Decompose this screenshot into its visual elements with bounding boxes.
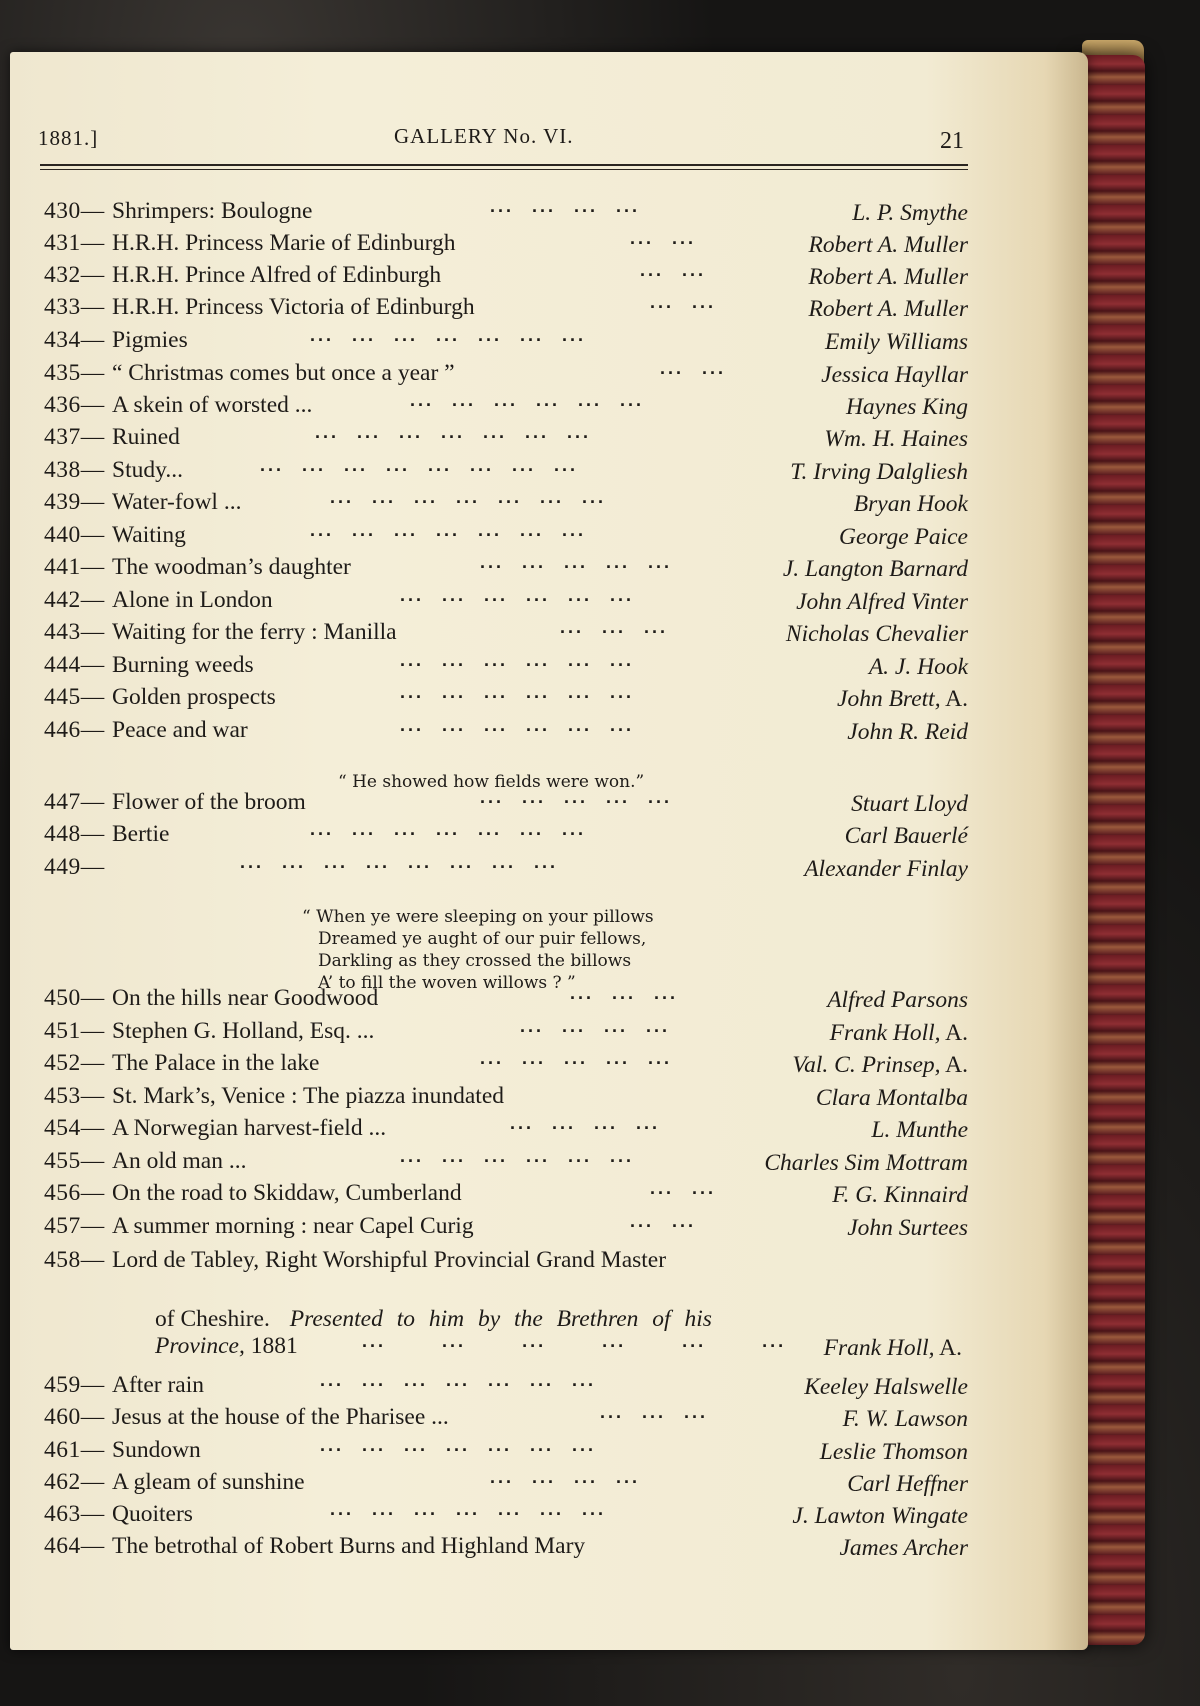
catalogue-entry-436 xyxy=(40,390,970,422)
entry-number: 462— xyxy=(44,1469,105,1495)
quote-entry-449 xyxy=(302,906,654,994)
leader-dots: ... ... ... ... ... ... xyxy=(400,682,635,702)
entry-number: 431— xyxy=(44,230,105,256)
entry-artist: Nicholas Chevalier xyxy=(785,621,968,647)
entry-artist: L. P. Smythe xyxy=(852,200,968,226)
entry-title: Study... xyxy=(112,457,183,483)
entry-artist: J. Langton Barnard xyxy=(782,556,968,582)
entry-number: 444— xyxy=(44,652,105,678)
catalogue-entry-439 xyxy=(40,487,970,519)
catalogue-entry-461 xyxy=(40,1435,970,1467)
entry-number: 435— xyxy=(44,360,105,386)
leader-dots: ... ... ... ... ... xyxy=(480,787,673,807)
entry-title: Lord de Tabley, Right Worshipful Provincial Grand Master xyxy=(112,1247,667,1273)
leader-dots: ... ... ... ... ... ... ... ... xyxy=(260,455,579,475)
leader-dots: ... ... ... ... ... ... xyxy=(400,1146,635,1166)
entry-title: Alone in London xyxy=(112,587,273,613)
leader-dots: ... ... ... ... ... ... xyxy=(400,715,635,735)
leader-dots: ... ... ... ... ... xyxy=(480,1048,673,1068)
catalogue-entry-442 xyxy=(40,585,970,617)
entry-number: 464— xyxy=(44,1533,105,1559)
entry-title: The Palace in the lake xyxy=(112,1050,320,1076)
quote-449-line: A’ to fill the woven willows ? ” xyxy=(318,973,576,993)
leader-dots: ... ... xyxy=(630,228,697,248)
entry-number: 460— xyxy=(44,1404,105,1430)
leader-dots: ... ... ... ... ... ... ... xyxy=(320,1370,597,1390)
entry-458-line3-italic: Province, xyxy=(155,1333,245,1359)
catalogue-entry-460 xyxy=(40,1402,970,1434)
entry-number: 448— xyxy=(44,821,105,847)
entry-artist: John R. Reid xyxy=(847,719,968,745)
catalogue-entry-433 xyxy=(40,292,970,324)
header-year: 1881.] xyxy=(38,126,99,150)
entry-title: Waiting xyxy=(112,522,186,548)
entry-artist: George Paice xyxy=(839,524,968,550)
leader-dots: ... ... ... ... ... ... ... xyxy=(330,487,607,507)
page-number: 21 xyxy=(940,128,964,154)
entry-artist: Haynes King xyxy=(845,394,968,420)
entry-number: 436— xyxy=(44,392,105,418)
entry-title: Shrimpers: Boulogne xyxy=(112,198,313,224)
entry-title: Burning weeds xyxy=(112,652,254,678)
entry-title: The woodman’s daughter xyxy=(112,554,351,580)
entry-number: 455— xyxy=(44,1148,105,1174)
entry-artist: Alfred Parsons xyxy=(827,987,968,1013)
entry-number: 439— xyxy=(44,489,105,515)
catalogue-entry-449 xyxy=(40,852,970,884)
entry-number: 458— xyxy=(44,1247,105,1273)
entry-number: 441— xyxy=(44,554,105,580)
entry-458-line2-plain: of Cheshire. xyxy=(155,1306,270,1332)
catalogue-entry-453 xyxy=(40,1081,970,1113)
entry-title: Bertie xyxy=(112,821,170,847)
entry-title: H.R.H. Prince Alfred of Edinburgh xyxy=(112,262,442,288)
entry-number: 438— xyxy=(44,457,105,483)
entry-458-artist: Frank Holl, A. xyxy=(823,1335,962,1361)
entry-artist: Keeley Halswelle xyxy=(804,1374,968,1400)
catalogue-entry-464 xyxy=(40,1531,970,1563)
leader-dots: ... ... ... ... xyxy=(490,196,641,216)
entry-title: A Norwegian harvest-field ... xyxy=(112,1115,387,1141)
catalogue-entry-445 xyxy=(40,682,970,714)
entry-number: 453— xyxy=(44,1083,105,1109)
entry-artist: Clara Montalba xyxy=(815,1085,968,1111)
entry-number: 433— xyxy=(44,294,105,320)
leader-dots: ... ... ... ... ... ... ... xyxy=(310,819,587,839)
entry-artist: T. Irving Dalgliesh xyxy=(790,459,968,485)
entry-artist: Robert A. Muller xyxy=(808,232,968,258)
entry-title: Water-fowl ... xyxy=(112,489,242,515)
header-rule-thick xyxy=(40,164,968,166)
entry-number: 451— xyxy=(44,1018,105,1044)
entry-artist: A. J. Hook xyxy=(868,654,968,680)
entry-title: A summer morning : near Capel Curig xyxy=(112,1213,474,1239)
entry-title: Pigmies xyxy=(112,327,188,353)
leader-dots: ... ... ... ... ... ... ... ... xyxy=(240,852,559,872)
quote-449-line: Dreamed ye aught of our puir fellows, xyxy=(318,929,647,949)
catalogue-entry-446 xyxy=(40,715,970,747)
catalogue-entry-432 xyxy=(40,260,970,292)
leader-dots: ... ... ... ... ... xyxy=(480,552,673,572)
leader-dots: ... ... xyxy=(660,358,727,378)
entry-number: 440— xyxy=(44,522,105,548)
entry-artist: John Surtees xyxy=(847,1215,968,1241)
entry-number: 447— xyxy=(44,789,105,815)
catalogue-entry-459 xyxy=(40,1370,970,1402)
leader-dots: ... ... ... ... ... ... ... xyxy=(315,422,592,442)
entry-number: 456— xyxy=(44,1180,105,1206)
catalogue-entry-443 xyxy=(40,617,970,649)
entry-number: 443— xyxy=(44,619,105,645)
catalogue-entry-462 xyxy=(40,1467,970,1499)
entry-number: 432— xyxy=(44,262,105,288)
entry-title: Ruined xyxy=(112,424,180,450)
leader-dots: ... ... ... ... ... ... ... xyxy=(310,520,587,540)
entry-number: 430— xyxy=(44,198,105,224)
entry-title: A skein of worsted ... xyxy=(112,392,313,418)
entry-title: Golden prospects xyxy=(112,684,276,710)
leader-dots: ... ... ... xyxy=(600,1402,709,1422)
leader-dots: ... ... xyxy=(650,292,717,312)
leader-dots: ... ... ... ... ... ... xyxy=(410,390,645,410)
entry-458-line2-italic: Presented to him by the Brethren of his xyxy=(289,1306,712,1332)
leader-dots: ... ... ... ... ... ... xyxy=(400,585,635,605)
quote-449-line: “ When ye were sleeping on your pillows xyxy=(302,907,654,927)
entry-artist: Alexander Finlay xyxy=(804,856,968,882)
entry-number: 437— xyxy=(44,424,105,450)
catalogue-entry-452 xyxy=(40,1048,970,1080)
entry-number: 434— xyxy=(44,327,105,353)
entry-artist: Carl Bauerlé xyxy=(844,823,968,849)
entry-title: The betrothal of Robert Burns and Highland Mary xyxy=(112,1533,586,1559)
entry-artist: F. W. Lawson xyxy=(842,1406,968,1432)
entry-title: Quoiters xyxy=(112,1501,193,1527)
catalogue-entry-463 xyxy=(40,1499,970,1531)
entry-number: 457— xyxy=(44,1213,105,1239)
leader-dots: ... ... ... xyxy=(560,617,669,637)
entry-title: Stephen G. Holland, Esq. ... xyxy=(112,1018,375,1044)
leader-dots: ... ... ... ... ... ... ... xyxy=(320,1435,597,1455)
catalogue-entry-457 xyxy=(40,1211,970,1243)
entry-artist: Emily Williams xyxy=(825,329,968,355)
entry-title: On the road to Skiddaw, Cumberland xyxy=(112,1180,462,1206)
running-header xyxy=(38,118,968,152)
entry-title: Jesus at the house of the Pharisee ... xyxy=(112,1404,449,1430)
entry-title: Peace and war xyxy=(112,717,248,743)
entry-artist: F. G. Kinnaird xyxy=(832,1182,968,1208)
entry-artist: Jessica Hayllar xyxy=(821,362,968,388)
entry-title: H.R.H. Princess Victoria of Edinburgh xyxy=(112,294,475,320)
leader-dots: ... ... ... ... xyxy=(510,1113,661,1133)
catalogue-entry-456 xyxy=(40,1178,970,1210)
catalogue-entry-448 xyxy=(40,819,970,851)
entry-title: On the hills near Goodwood xyxy=(112,985,379,1011)
entry-number: 452— xyxy=(44,1050,105,1076)
entry-title: “ Christmas comes but once a year ” xyxy=(112,360,455,386)
leader-dots: ... ... ... ... xyxy=(520,1016,671,1036)
quote-entry-446 xyxy=(338,771,644,793)
header-rule-thin xyxy=(40,169,968,170)
leader-dots: ... ... ... xyxy=(570,983,679,1003)
quote-446-text: “ He showed how fields were won.” xyxy=(338,772,645,792)
entry-artist: Leslie Thomson xyxy=(819,1439,968,1465)
entry-number: 449— xyxy=(44,854,105,880)
leader-dots: ... ... xyxy=(630,1211,697,1231)
catalogue-entry-440 xyxy=(40,520,970,552)
entry-458-line3-plain: 1881 xyxy=(250,1333,298,1359)
catalogue-entry-435 xyxy=(40,358,970,390)
leader-dots: ... ... ... ... xyxy=(490,1467,641,1487)
entry-title: Sundown xyxy=(112,1437,201,1463)
catalogue-entry-437 xyxy=(40,422,970,454)
leader-dots: ... ... xyxy=(640,260,707,280)
entry-artist: John Brett, A. xyxy=(837,686,968,712)
entry-number: 459— xyxy=(44,1372,105,1398)
entry-title: An old man ... xyxy=(112,1148,247,1174)
entry-number: 450— xyxy=(44,985,105,1011)
entry-artist: Bryan Hook xyxy=(853,491,968,517)
header-gallery-title: GALLERY No. VI. xyxy=(394,124,574,148)
catalogue-entry-434 xyxy=(40,325,970,357)
entry-artist: Charles Sim Mottram xyxy=(764,1150,968,1176)
entry-title: H.R.H. Princess Marie of Edinburgh xyxy=(112,230,456,256)
entry-artist: John Alfred Vinter xyxy=(796,589,968,615)
entry-title: Flower of the broom xyxy=(112,789,306,815)
entry-artist: Robert A. Muller xyxy=(808,264,968,290)
entry-artist: Stuart Lloyd xyxy=(851,791,968,817)
entry-number: 446— xyxy=(44,717,105,743)
catalogue-entry-451 xyxy=(40,1016,970,1048)
catalogue-entry-430 xyxy=(40,196,970,228)
leader-dots: ... ... xyxy=(650,1178,717,1198)
catalogue-entry-458 xyxy=(40,1245,970,1277)
entry-artist: J. Lawton Wingate xyxy=(792,1503,968,1529)
leader-dots: ... ... ... ... ... ... ... xyxy=(330,1499,607,1519)
entry-artist: Carl Heffner xyxy=(847,1471,968,1497)
catalogue-entry-441 xyxy=(40,552,970,584)
entry-number: 461— xyxy=(44,1437,105,1463)
entry-artist: Robert A. Muller xyxy=(808,296,968,322)
catalogue-entry-455 xyxy=(40,1146,970,1178)
quote-449-line: Darkling as they crossed the billows xyxy=(318,951,632,971)
entry-title: Waiting for the ferry : Manilla xyxy=(112,619,397,645)
entry-number: 442— xyxy=(44,587,105,613)
entry-title: St. Mark’s, Venice : The piazza inundated xyxy=(112,1083,504,1109)
entry-artist: L. Munthe xyxy=(871,1117,968,1143)
entry-artist: Frank Holl, A. xyxy=(829,1020,968,1046)
entry-title: After rain xyxy=(112,1372,204,1398)
catalogue-entry-431 xyxy=(40,228,970,260)
entry-artist: Wm. H. Haines xyxy=(824,426,968,452)
catalogue-entry-454 xyxy=(40,1113,970,1145)
leader-dots: ... ... ... ... ... ... xyxy=(400,650,635,670)
entry-number: 463— xyxy=(44,1501,105,1527)
entry-artist: James Archer xyxy=(839,1535,968,1561)
catalogue-entry-444 xyxy=(40,650,970,682)
catalogue-entry-438 xyxy=(40,455,970,487)
entry-458-leader-dots: ... ... ... ... ... ... xyxy=(362,1331,787,1351)
leader-dots: ... ... ... ... ... ... ... xyxy=(310,325,587,345)
entry-number: 445— xyxy=(44,684,105,710)
entry-title: A gleam of sunshine xyxy=(112,1469,305,1495)
entry-artist: Val. C. Prinsep, A. xyxy=(792,1052,968,1078)
entry-number: 454— xyxy=(44,1115,105,1141)
